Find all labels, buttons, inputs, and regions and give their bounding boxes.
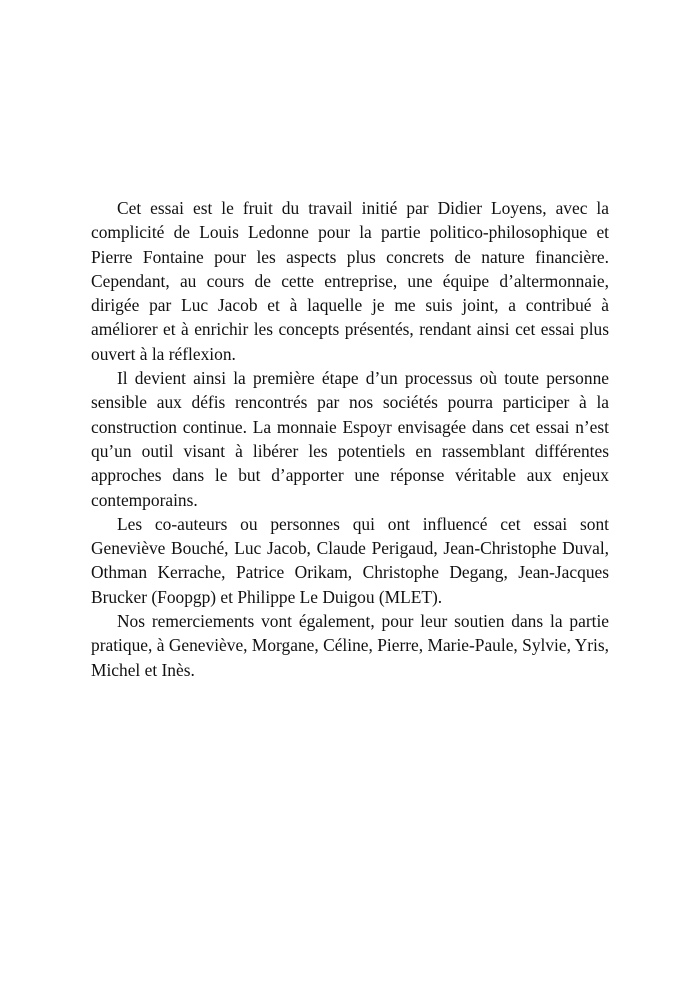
paragraph-process: Il devient ainsi la première étape d’un processus où toute personne sensible aux défis rencontrés par nos sociétés pourra participer à la construction continue. La monnaie Espoyr envisagée dans cet essai n’est qu’un outil visant à libérer les potentiels en rassemblant différentes approches dans le but d’apporter une réponse véritable aux enjeux contemporains.	[91, 368, 609, 510]
paragraph-origin: Cet essai est le fruit du travail initié par Didier Loyens, avec la complicité de Louis Ledonne pour la partie politico-philosophique et Pierre Fontaine pour les aspects plus concrets de nature financière. Cependant, au cours de cette entreprise, une équipe d’altermonnaie, dirigée par Luc Jacob et à laquelle je me suis joint, a contribué à améliorer et à enrichir les concepts présentés, rendant ainsi cet essai plus ouvert à la réflexion.	[91, 198, 609, 364]
paragraph-coauthors: Les co-auteurs ou personnes qui ont influencé cet essai sont Geneviève Bouché, Luc Jacob, Claude Perigaud, Jean-Christophe Duval, Othman Kerrache, Patrice Orikam, Christophe Degang, Jean-Jacques Brucker (Foopgp) et Philippe Le Duigou (MLET).	[91, 513, 609, 607]
paragraph-thanks: Nos remerciements vont également, pour leur soutien dans la partie pratique, à Geneviève, Morgane, Céline, Pierre, Marie-Paule, Sylvie, Yris, Michel et Inès.	[91, 611, 609, 680]
acknowledgements-text	[91, 196, 609, 682]
